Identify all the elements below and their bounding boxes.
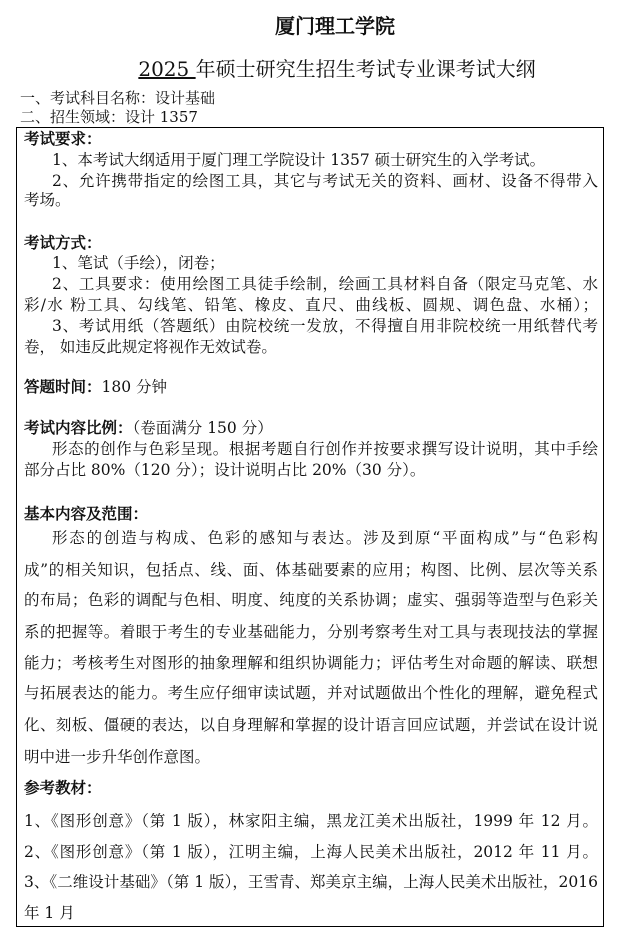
ratio-line: 部分占比 80%（120 分）；设计说明占比 20%（30 分）。 xyxy=(24,461,426,479)
method-line: 1、笔试（手绘），闭卷； xyxy=(52,254,225,272)
school-title: 厦门理工学院 xyxy=(275,14,395,38)
scope-line: 形态的创造与构成、色彩的感知与表达。涉及到原“平面构成”与“色彩构 xyxy=(52,529,598,547)
subject-name: 一、考试科目名称：设计基础 xyxy=(20,89,216,107)
section-label-time: 答题时间： xyxy=(24,378,102,396)
reference-item: 1、《图形创意》（第 1 版），林家阳主编，黑龙江美术出版社，1999 年 12 月。 xyxy=(24,812,598,830)
section-label-ratio-row xyxy=(24,418,273,438)
heading-year: 2025 xyxy=(138,57,196,81)
scope-line: 化、刻板、僵硬的表达，以自身理解和掌握的设计语言回应试题，并尝试在设计说 xyxy=(24,716,598,734)
scope-line: 明中进一步升华创作意图。 xyxy=(24,748,211,766)
enrollment-field: 二、招生领域：设计 1357 xyxy=(20,108,198,126)
section-label-ratio: 考试内容比例： xyxy=(24,419,133,437)
method-line: 2、工具要求：使用绘图工具徒手绘制，绘画工具材料自备（限定马克笔、水 xyxy=(52,275,598,293)
method-line: 卷， 如违反此规定将视作无效试卷。 xyxy=(24,338,277,356)
requirement-line: 1、本考试大纲适用于厦门理工学院设计 1357 硕士研究生的入学考试。 xyxy=(52,151,546,169)
section-label-references: 参考教材： xyxy=(24,779,102,797)
syllabus-box xyxy=(16,127,604,927)
document-heading xyxy=(0,53,626,82)
section-label-time-row xyxy=(24,377,167,397)
ratio-line: 形态的创作与色彩呈现。根据考题自行创作并按要求撰写设计说明，其中手绘 xyxy=(52,440,598,458)
reference-item: 3、《二维设计基础》（第 1 版），王雪青、郑美京主编，上海人民美术出版社，2016 xyxy=(24,873,598,891)
requirement-line: 2、允许携带指定的绘图工具，其它与考试无关的资料、画材、设备不得带入 xyxy=(52,172,598,190)
section-label-method: 考试方式： xyxy=(24,234,102,252)
scope-line: 系的把握等。着眼于考生的专业基础能力，分别考察考生对工具与表现技法的掌握 xyxy=(24,623,598,641)
method-line: 3、考试用纸（答题纸）由院校统一发放，不得擅自用非院校统一用纸替代考 xyxy=(52,317,598,335)
scope-line: 与拓展表达的能力。考生应仔细审读试题，并对试题做出个性化的理解，避免程式 xyxy=(24,684,598,702)
reference-item: 年 1 月 xyxy=(24,904,75,922)
section-label-scope: 基本内容及范围： xyxy=(24,505,149,523)
heading-text: 年硕士研究生招生考试专业课考试大纲 xyxy=(195,57,536,81)
reference-item: 2、《图形创意》（第 1 版），江明主编，上海人民美术出版社，2012 年 11 月。 xyxy=(24,843,598,861)
method-line: 彩/水 粉工具、勾线笔、铅笔、橡皮、直尺、曲线板、圆规、调色盘、水桶）； xyxy=(24,296,598,314)
scope-line: 成”的相关知识，包括点、线、面、体基础要素的应用；构图、比例、层次等关系 xyxy=(24,561,598,579)
requirement-line: 考场。 xyxy=(24,191,71,209)
scope-line: 能力；考核考生对图形的抽象理解和组织协调能力；评估考生对命题的解读、联想 xyxy=(24,654,598,672)
ratio-total-score: （卷面满分 150 分） xyxy=(132,419,273,437)
scope-line: 的布局；色彩的调配与色相、明度、纯度的关系协调；虚实、强弱等造型与色彩关 xyxy=(24,591,598,609)
section-label-requirements: 考试要求： xyxy=(24,130,102,148)
time-value: 180 分钟 xyxy=(101,378,168,396)
